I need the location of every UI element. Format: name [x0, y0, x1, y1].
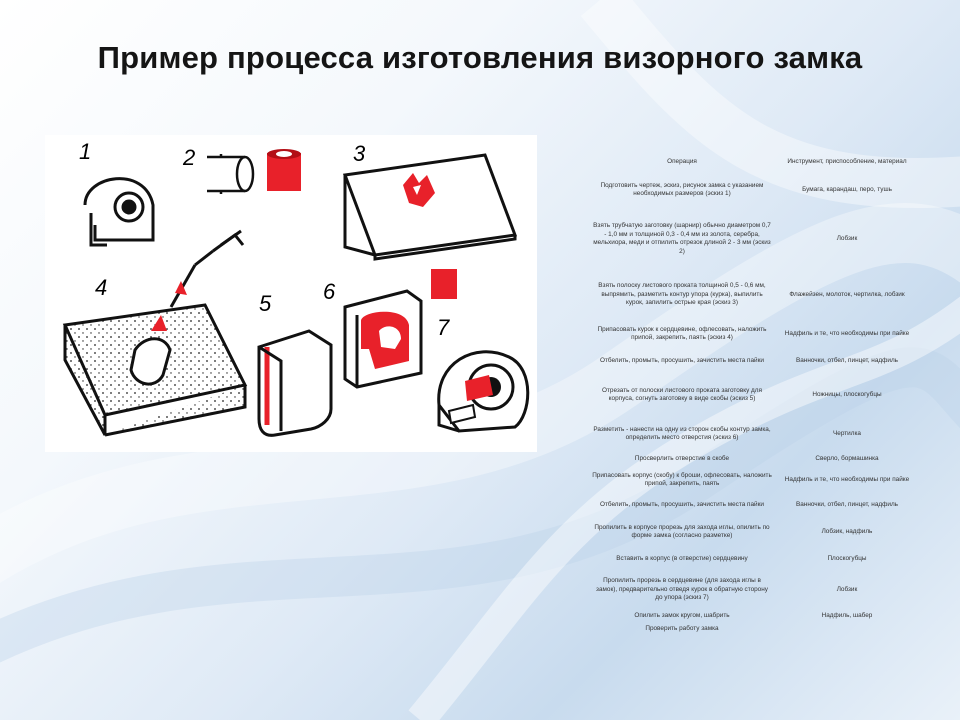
table-row [590, 348, 920, 374]
operation-cell: Отбелить, промыть, просушить, зачистить места пайки [599, 356, 764, 364]
table-row [590, 610, 920, 622]
table-row [590, 172, 920, 208]
operation-cell: Взять трубчатую заготовку (шарнир) обычно диаметром 0,7 - 1,0 мм и толщиной 0,3 - 0,4 мм из золота, серебра, мельхиора, меди и отпилить отрезок длиной 2 - 3 мм (эскиз 2) [593, 222, 771, 255]
operation-cell: Пропилить в корпусе прорезь для захода иглы, опилить по форме замка (согласно разметке) [594, 523, 770, 539]
tool-cell: Лобзик [836, 234, 858, 242]
table-row [590, 320, 920, 348]
operation-cell: Припасовать корпус (скобу) к броши, офлесовать, наложить припой, закрепить, паять [592, 471, 772, 487]
step-number-5: 5 [259, 291, 272, 316]
operation-cell: Отбелить, промыть, просушить, зачистить места пайки [599, 500, 764, 508]
tool-cell: Лобзик, надфиль [821, 527, 873, 535]
table-row [590, 622, 920, 636]
operation-cell: Вставить в корпус (в отверстие) сердцевину [616, 554, 748, 562]
tool-cell: Чертилка [833, 429, 861, 437]
tool-cell [774, 622, 920, 636]
operation-cell: Подготовить чертеж, эскиз, рисунок замка с указанием необходимых размеров (эскиз 1) [600, 181, 764, 197]
tool-cell: Надфиль и те, что необходимы при пайке [784, 475, 910, 483]
table-row [590, 208, 920, 270]
slide-title: Пример процесса изготовления визорного замка [97, 40, 863, 75]
tool-cell: Бумага, карандаш, перо, тушь [802, 185, 892, 193]
tool-cell: Ванночки, отбел, пинцет, надфиль [795, 356, 899, 364]
table-row [590, 494, 920, 516]
tool-cell: Ножницы, плоскогубцы [812, 390, 882, 398]
operation-cell: Проверить работу замка [645, 624, 719, 632]
header-tool: Инструмент, приспособление, материал [787, 157, 907, 165]
table-row [590, 270, 920, 320]
header-operation: Операция [667, 157, 697, 165]
tool-cell: Надфиль, шабер [821, 611, 873, 619]
table-row [590, 452, 920, 466]
step-number-6: 6 [323, 279, 336, 304]
step-number-4: 4 [95, 275, 108, 300]
operation-cell: Взять полоску листового проката толщиной 0,5 - 0,6 мм, выпрямить, разметить контур упора (курка), выпилить курок, запилить острые края (эскиз 3) [598, 282, 766, 307]
operation-cell: Отрезать от полоски листового проката заготовку для корпуса, согнуть заготовку в виде скобы (эскиз 5) [602, 386, 762, 402]
table-row [590, 466, 920, 494]
step-number-1: 1 [79, 139, 92, 164]
table-row [590, 416, 920, 452]
operation-cell: Разметить - нанести на одну из сторон скобы контур замка, определить место отверстия (эскиз 6) [593, 425, 771, 441]
tool-cell: Сверло, бормашинка [815, 454, 879, 462]
sketch-3-sheet [345, 155, 515, 259]
tool-cell: Плоскогубцы [827, 554, 867, 562]
sketch-1-lock [85, 179, 153, 245]
sketch-2-tube [207, 149, 301, 197]
sketch-4-soldering [65, 231, 245, 435]
operation-cell: Пропилить прорезь в сердцевине (для захода иглы в замок), предварительно отведя курок в обратную сторону до упора (эскиз 7) [596, 577, 768, 602]
tool-cell: Надфиль и те, что необходимы при пайке [784, 329, 910, 337]
step-number-3: 3 [353, 141, 366, 166]
table-row [590, 570, 920, 610]
process-illustration [45, 135, 537, 452]
operation-cell: Припасовать курок к сердцевине, офлесовать, наложить припой, закрепить, паять (эскиз 4) [597, 325, 767, 341]
sketch-drawing [45, 135, 537, 452]
sketch-5-bracket [259, 331, 331, 435]
table-header-row [590, 152, 920, 172]
tool-cell: Лобзик [836, 585, 858, 593]
operations-table [590, 152, 920, 636]
step-number-2: 2 [183, 145, 196, 170]
table-row [590, 516, 920, 548]
step-number-7: 7 [437, 315, 450, 340]
operation-cell: Опилить замок кругом, шабрить [634, 611, 730, 619]
table-row [590, 548, 920, 570]
tool-cell: Флажейзен, молоток, чертилка, лобзик [789, 290, 905, 298]
tool-cell: Ванночки, отбел, пинцет, надфиль [795, 500, 899, 508]
sketch-7-finished-lock [439, 352, 528, 431]
table-row [590, 374, 920, 416]
operation-cell: Просверлить отверстие в скобе [634, 454, 730, 462]
